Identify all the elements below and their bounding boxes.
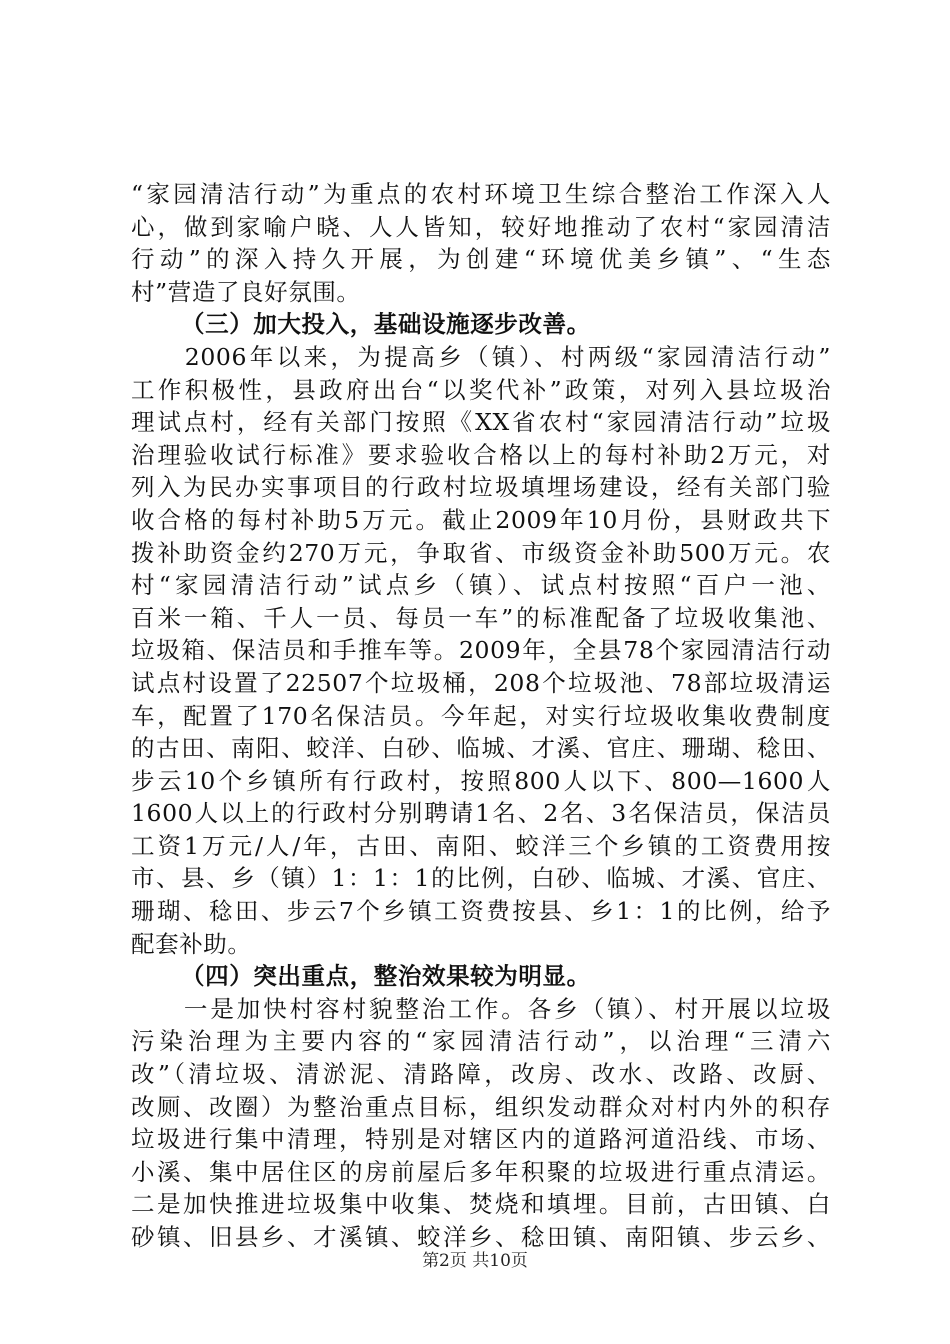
- text-line: 小溪、集中居住区的房前屋后多年积聚的垃圾进行重点清运。: [131, 1157, 831, 1186]
- text-line: 的古田、南阳、蛟洋、白砂、临城、才溪、官庄、珊瑚、稔田、: [131, 734, 831, 763]
- text-line: 治理验收试行标准》要求验收合格以上的每村补助2万元，对: [131, 440, 831, 469]
- text-line: 污染治理为主要内容的“家园清洁行动”，以治理“三清六: [131, 1027, 831, 1056]
- text-line: 垃圾进行集中清理，特别是对辖区内的道路河道沿线、市场、: [131, 1125, 831, 1154]
- body-text: [131, 178, 831, 1254]
- text-line: 珊瑚、稔田、步云7个乡镇工资费按县、乡1：1的比例，给予: [131, 897, 831, 926]
- text-line: 二是加快推进垃圾集中收集、焚烧和填埋。目前，古田镇、白: [131, 1190, 831, 1219]
- text-line: 改”（清垃圾、清淤泥、清路障，改房、改水、改路、改厨、: [131, 1060, 831, 1089]
- text-line: 一是加快村容村貌整治工作。各乡（镇）、村开展以垃圾: [131, 994, 831, 1023]
- text-line: 理试点村，经有关部门按照《XX省农村“家园清洁行动”垃圾: [131, 408, 831, 437]
- section-heading: （四）突出重点，整治效果较为明显。: [181, 962, 591, 991]
- text-line: 村”营造了良好氛围。: [131, 277, 361, 306]
- text-line: 试点村设置了22507个垃圾桶，208个垃圾池、78部垃圾清运: [131, 668, 831, 697]
- text-line: 市、县、乡（镇）1：1：1的比例，白砂、临城、才溪、官庄、: [131, 864, 831, 893]
- text-line: 2006年以来，为提高乡（镇）、村两级“家园清洁行动”: [131, 342, 831, 371]
- text-line: 垃圾箱、保洁员和手推车等。2009年，全县78个家园清洁行动: [131, 636, 831, 665]
- text-line: 列入为民办实事项目的行政村垃圾填埋场建设，经有关部门验: [131, 473, 831, 502]
- page-footer: [0, 1246, 950, 1271]
- text-line: “家园清洁行动”为重点的农村环境卫生综合整治工作深入人: [131, 180, 831, 208]
- text-line: 改厕、改圈）为整治重点目标，组织发动群众对村内外的积存: [131, 1092, 831, 1121]
- text-line: 拨补助资金约270万元，争取省、市级资金补助500万元。农: [131, 538, 831, 567]
- text-line: 收合格的每村补助5万元。截止2009年10月份，县财政共下: [131, 505, 831, 534]
- text-line: 心，做到家喻户晓、人人皆知，较好地推动了农村“家园清洁: [131, 212, 831, 241]
- text-line: 工作积极性，县政府出台“以奖代补”政策，对列入县垃圾治: [131, 375, 831, 404]
- text-line: 村“家园清洁行动”试点乡（镇）、试点村按照“百户一池、: [131, 571, 831, 600]
- text-line: 百米一箱、千人一员、每员一车”的标准配备了垃圾收集池、: [131, 603, 831, 632]
- text-line: 步云10个乡镇所有行政村，按照800人以下、800—1600人: [131, 766, 831, 795]
- text-line: 1600人以上的行政村分别聘请1名、2名、3名保洁员，保洁员: [131, 799, 831, 828]
- text-line: 工资1万元/人/年，古田、南阳、蛟洋三个乡镇的工资费用按: [131, 831, 831, 860]
- text-line: 配套补助。: [131, 929, 252, 958]
- text-line: 行动”的深入持久开展，为创建“环境优美乡镇”、“生态: [131, 245, 831, 274]
- section-heading: （三）加大投入，基础设施逐步改善。: [181, 310, 591, 339]
- page-number: 第2页 共10页: [422, 1251, 528, 1271]
- text-line: 车，配置了170名保洁员。今年起，对实行垃圾收集收费制度: [131, 701, 831, 730]
- text-line: 砂镇、旧县乡、才溪镇、蛟洋乡、稔田镇、南阳镇、步云乡、: [131, 1223, 831, 1251]
